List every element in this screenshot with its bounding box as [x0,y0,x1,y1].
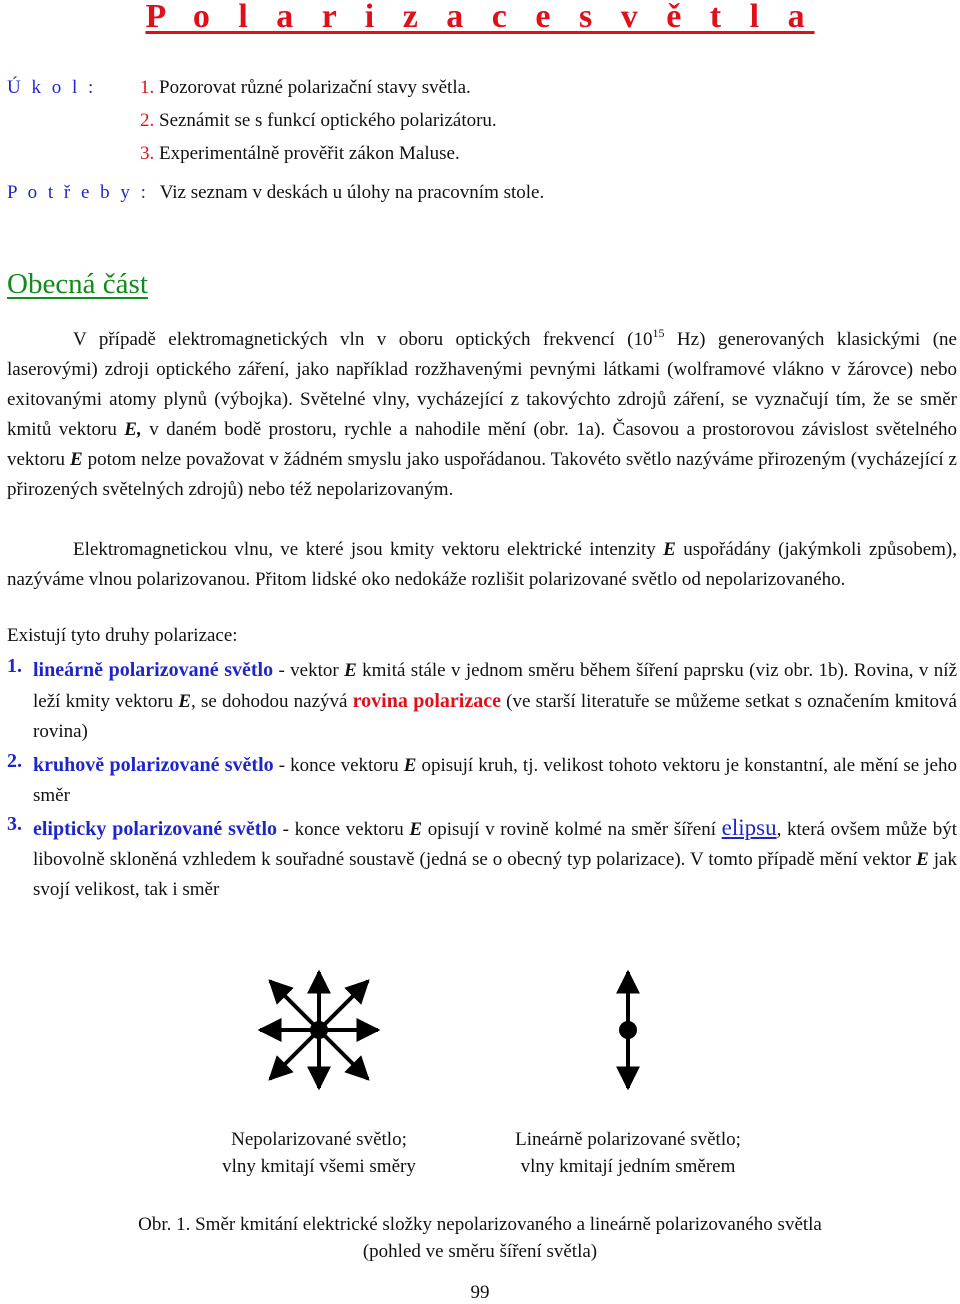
potreby-text: Viz seznam v deskách u úlohy na pracovním stole. [159,182,545,203]
text: uspořádány (jakýmkoli způsobem), nazýváme vlnou polarizovanou. Přitom lidské oko nedokáže rozlišit polarizované světlo od nepolarizovaného. [7,539,957,590]
caption-line: Nepolarizované světlo; [231,1129,407,1150]
unpolarized-star-icon [260,972,378,1088]
right-figure-caption [478,1126,778,1180]
vector-e: E [178,691,192,712]
text: Elektromagnetickou vlnu, ve které jsou kmity vektoru elektrické intenzity [73,539,664,560]
potreby-label: P o t ř e b y : [7,182,149,203]
kind-number: 2. [7,750,22,772]
task-text: Experimentálně prověřit zákon Maluse. [159,143,460,164]
task-number: 2. [140,110,155,131]
task-number: 3. [140,143,155,164]
caption-line: vlny kmitají jedním směrem [520,1156,736,1177]
text: kmitá stále v jednom směru během šíření paprsku (viz obr. 1b). Rovina, v níž leží kmity vektoru [33,660,957,712]
text: , se dohodou nazývá [191,691,353,712]
page-title: P o l a r i z a c e s v ě t l a [145,0,815,35]
kind-term: kruhově polarizované světlo [33,754,274,776]
text: (ve starší literatuře se můžeme setkat s označením kmitová rovina) [33,691,957,742]
kind-term: lineárně polarizované světlo [33,659,274,681]
text: jak svojí velikost, tak i směr [33,849,957,900]
elipsa-link[interactable]: elipsu [721,815,777,840]
task-text: Seznámit se s funkcí optického polarizátoru. [159,110,497,131]
left-figure-caption [169,1126,469,1180]
text: - konce vektoru [277,819,410,840]
text: V případě elektromagnetických vln v oboru optických frekvencí (10 [73,329,653,350]
vector-e: E [409,819,423,840]
text: v daném bodě prostoru, rychle a nahodile mění (obr. 1a). Časovou a prostorovou závislost světelného vektoru [7,419,957,470]
text: opisují v rovině kolmé na směr šíření [422,819,722,840]
kind-number: 1. [7,655,22,677]
kinds-intro: Existují tyto druhy polarizace: [7,625,238,646]
exponent: 15 [652,326,665,340]
text: potom nelze považovat v žádném smyslu jako uspořádanou. Takovéto světlo nazýváme přirozeným (vycházející z přirozených světelných zdrojů) nebo též nepolarizovaným. [7,449,957,500]
kind-number: 3. [7,813,22,835]
vector-e: E, [124,419,142,440]
section-heading: Obecná část [7,268,148,300]
caption-line: Lineárně polarizované světlo; [515,1129,741,1150]
polarization-plane-term: rovina polarizace [352,690,501,712]
vector-e: E [663,539,676,560]
figure-caption [0,1211,960,1265]
vector-e: E [403,755,417,776]
page-number: 99 [470,1282,490,1303]
caption-line: (pohled ve směru šíření světla) [362,1241,598,1262]
text: - vektor [273,660,345,681]
task-number: 1. [140,77,155,98]
vector-e: E [344,660,357,681]
vector-e: E [916,849,929,870]
text: , která ovšem může být libovolně skloněná vzhledem k souřadné soustavě (jedná se o obecný typ polarizace). V tomto případě mění vektor [33,819,957,870]
text: opisují kruh, tj. velikost tohoto vektoru je konstantní, ale mění se jeho směr [33,755,957,806]
ukol-label: Ú k o l : [7,77,97,98]
vector-e: E [70,449,83,470]
text: Hz) generovaných klasickými (ne laserovými) zdroji optického záření, jako například rozžhavenými pevnými látkami (wolframové vlákno v žárovce) nebo exitovanými atomy plynů (výbojka). Světelné vlny, vycházející z takovýchto zdrojů záření, se vyznačují tím, že se směr kmitů vektoru [7,329,957,440]
caption-line: Obr. 1. Směr kmitání elektrické složky nepolarizovaného a lineárně polarizovaného světla [138,1214,822,1235]
task-text: Pozorovat různé polarizační stavy světla. [159,77,471,98]
kind-term: elipticky polarizované světlo [33,818,278,840]
linear-polarized-icon [619,972,637,1088]
caption-line: vlny kmitají všemi směry [222,1156,416,1177]
text: - konce vektoru [273,755,404,776]
